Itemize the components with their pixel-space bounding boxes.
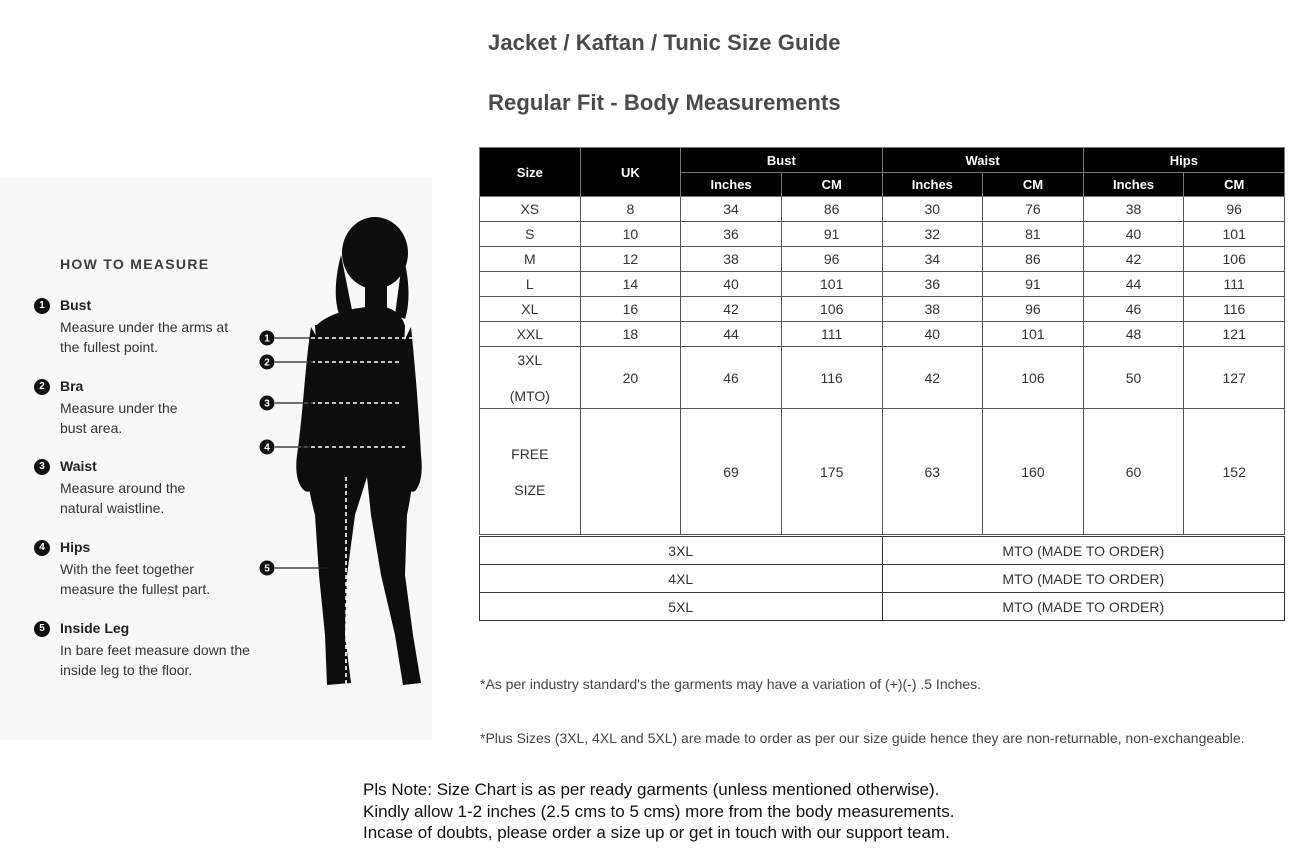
bust-cm-cell: 175	[781, 409, 882, 535]
title-block	[488, 30, 841, 116]
measure-description: Measure under the arms at the fullest point.	[60, 319, 229, 355]
uk-cell: 16	[580, 297, 681, 322]
please-note-block	[363, 779, 954, 844]
size-label: (MTO)	[509, 387, 550, 404]
step-number-badge: 4	[34, 540, 50, 556]
size-cell: XS	[480, 197, 581, 222]
mto-row	[480, 537, 1285, 565]
step-number-badge: 5	[34, 621, 50, 637]
waist-cm-cell: 76	[983, 197, 1084, 222]
header-bust: Bust	[681, 148, 882, 173]
step-number-badge: 2	[34, 379, 50, 395]
header-hips-cm: CM	[1184, 173, 1285, 197]
variation-note: *As per industry standard's the garments may have a variation of (+)(-) .5 Inches.	[480, 676, 982, 692]
hips-cm-cell: 101	[1184, 222, 1285, 247]
size-cell: XL	[480, 297, 581, 322]
header-bust-inches: Inches	[681, 173, 782, 197]
bust-inches-cell: 38	[681, 247, 782, 272]
mto-note: MTO (MADE TO ORDER)	[882, 537, 1285, 565]
measure-description: Measure around the natural waistline.	[60, 480, 186, 516]
marker-5: 5	[264, 563, 270, 575]
size-label: FREE	[511, 445, 549, 462]
marker-2: 2	[264, 357, 270, 369]
waist-cm-cell: 96	[983, 297, 1084, 322]
header-bust-cm: CM	[781, 173, 882, 197]
waist-inches-cell: 63	[882, 409, 983, 535]
uk-cell: 8	[580, 197, 681, 222]
hips-cm-cell: 127	[1184, 347, 1285, 409]
bust-cm-cell: 86	[781, 197, 882, 222]
table-row	[480, 247, 1285, 272]
waist-inches-cell: 42	[882, 347, 983, 409]
hips-inches-cell: 38	[1083, 197, 1184, 222]
size-label: 3XL	[517, 351, 543, 368]
size-cell: L	[480, 272, 581, 297]
page-title: Jacket / Kaftan / Tunic Size Guide	[488, 30, 841, 55]
hips-inches-cell: 46	[1083, 297, 1184, 322]
bust-inches-cell: 69	[681, 409, 782, 535]
mto-row	[480, 593, 1285, 621]
hips-inches-cell: 40	[1083, 222, 1184, 247]
waist-cm-cell: 160	[983, 409, 1084, 535]
mto-size: 5XL	[480, 593, 883, 621]
hips-cm-cell: 111	[1184, 272, 1285, 297]
bust-inches-cell: 40	[681, 272, 782, 297]
hips-inches-cell: 50	[1083, 347, 1184, 409]
header-waist: Waist	[882, 148, 1083, 173]
hips-inches-cell: 44	[1083, 272, 1184, 297]
table-row	[480, 409, 1285, 535]
hips-inches-cell: 60	[1083, 409, 1184, 535]
waist-cm-cell: 106	[983, 347, 1084, 409]
table-row	[480, 272, 1285, 297]
hips-cm-cell: 121	[1184, 322, 1285, 347]
waist-inches-cell: 30	[882, 197, 983, 222]
measure-description: With the feet together measure the fullest part.	[60, 561, 211, 597]
please-note-line: Incase of doubts, please order a size up or get in touch with our support team.	[363, 823, 950, 842]
size-cell	[480, 347, 581, 409]
size-cell: S	[480, 222, 581, 247]
measure-name: Waist	[60, 458, 97, 474]
page-subtitle: Regular Fit - Body Measurements	[488, 90, 841, 115]
bust-inches-cell: 44	[681, 322, 782, 347]
table-row	[480, 222, 1285, 247]
bust-cm-cell: 101	[781, 272, 882, 297]
waist-cm-cell: 86	[983, 247, 1084, 272]
marker-4: 4	[264, 442, 270, 454]
size-cell	[480, 409, 581, 535]
waist-inches-cell: 34	[882, 247, 983, 272]
size-guide-table	[479, 147, 1285, 535]
hips-cm-cell: 96	[1184, 197, 1285, 222]
uk-cell: 18	[580, 322, 681, 347]
bust-cm-cell: 116	[781, 347, 882, 409]
table-row	[480, 297, 1285, 322]
bust-inches-cell: 42	[681, 297, 782, 322]
header-waist-cm: CM	[983, 173, 1084, 197]
mto-size: 4XL	[480, 565, 883, 593]
waist-inches-cell: 40	[882, 322, 983, 347]
bust-cm-cell: 106	[781, 297, 882, 322]
measure-description: In bare feet measure down the inside leg to the floor.	[60, 642, 250, 678]
bust-cm-cell: 91	[781, 222, 882, 247]
measure-name: Bra	[60, 378, 84, 394]
bust-inches-cell: 34	[681, 197, 782, 222]
uk-cell	[580, 409, 681, 535]
how-to-measure-title: HOW TO MEASURE	[60, 256, 210, 272]
body-silhouette-figure	[255, 215, 435, 695]
hips-cm-cell: 116	[1184, 297, 1285, 322]
header-waist-inches: Inches	[882, 173, 983, 197]
bust-inches-cell: 46	[681, 347, 782, 409]
step-number-badge: 3	[34, 459, 50, 475]
silhouette-body	[296, 217, 421, 685]
uk-cell: 12	[580, 247, 681, 272]
mto-table	[479, 536, 1285, 621]
measure-name: Inside Leg	[60, 620, 130, 636]
hips-inches-cell: 42	[1083, 247, 1184, 272]
size-label: SIZE	[514, 481, 546, 498]
hips-cm-cell: 152	[1184, 409, 1285, 535]
hips-inches-cell: 48	[1083, 322, 1184, 347]
plus-sizes-note: *Plus Sizes (3XL, 4XL and 5XL) are made to order as per our size guide hence they are non-returnable, non-exchangeable.	[480, 730, 1245, 746]
marker-1: 1	[264, 333, 270, 345]
table-row	[480, 197, 1285, 222]
size-cell: M	[480, 247, 581, 272]
bust-cm-cell: 111	[781, 322, 882, 347]
hips-cm-cell: 106	[1184, 247, 1285, 272]
measure-name: Bust	[60, 297, 92, 313]
please-note-line: Kindly allow 1-2 inches (2.5 cms to 5 cms) more from the body measurements.	[363, 801, 955, 821]
header-uk: UK	[580, 148, 681, 197]
measure-name: Hips	[60, 539, 91, 555]
step-number-badge: 1	[34, 298, 50, 314]
waist-cm-cell: 91	[983, 272, 1084, 297]
waist-inches-cell: 32	[882, 222, 983, 247]
table-row	[480, 347, 1285, 409]
mto-row	[480, 565, 1285, 593]
uk-cell: 10	[580, 222, 681, 247]
measure-description: Measure under the bust area.	[60, 400, 178, 436]
bust-inches-cell: 36	[681, 222, 782, 247]
header-hips: Hips	[1083, 148, 1284, 173]
mto-note: MTO (MADE TO ORDER)	[882, 565, 1285, 593]
size-table-body	[480, 197, 1285, 535]
bust-cm-cell: 96	[781, 247, 882, 272]
marker-3: 3	[264, 398, 270, 410]
please-note-line: Pls Note: Size Chart is as per ready garments (unless mentioned otherwise).	[363, 780, 940, 799]
header-hips-inches: Inches	[1083, 173, 1184, 197]
waist-inches-cell: 38	[882, 297, 983, 322]
waist-cm-cell: 81	[983, 222, 1084, 247]
size-cell: XXL	[480, 322, 581, 347]
mto-note: MTO (MADE TO ORDER)	[882, 593, 1285, 621]
header-size: Size	[480, 148, 581, 197]
waist-cm-cell: 101	[983, 322, 1084, 347]
measurement-markers	[260, 331, 275, 576]
mto-size: 3XL	[480, 537, 883, 565]
table-row	[480, 322, 1285, 347]
waist-inches-cell: 36	[882, 272, 983, 297]
uk-cell: 20	[580, 347, 681, 409]
uk-cell: 14	[580, 272, 681, 297]
